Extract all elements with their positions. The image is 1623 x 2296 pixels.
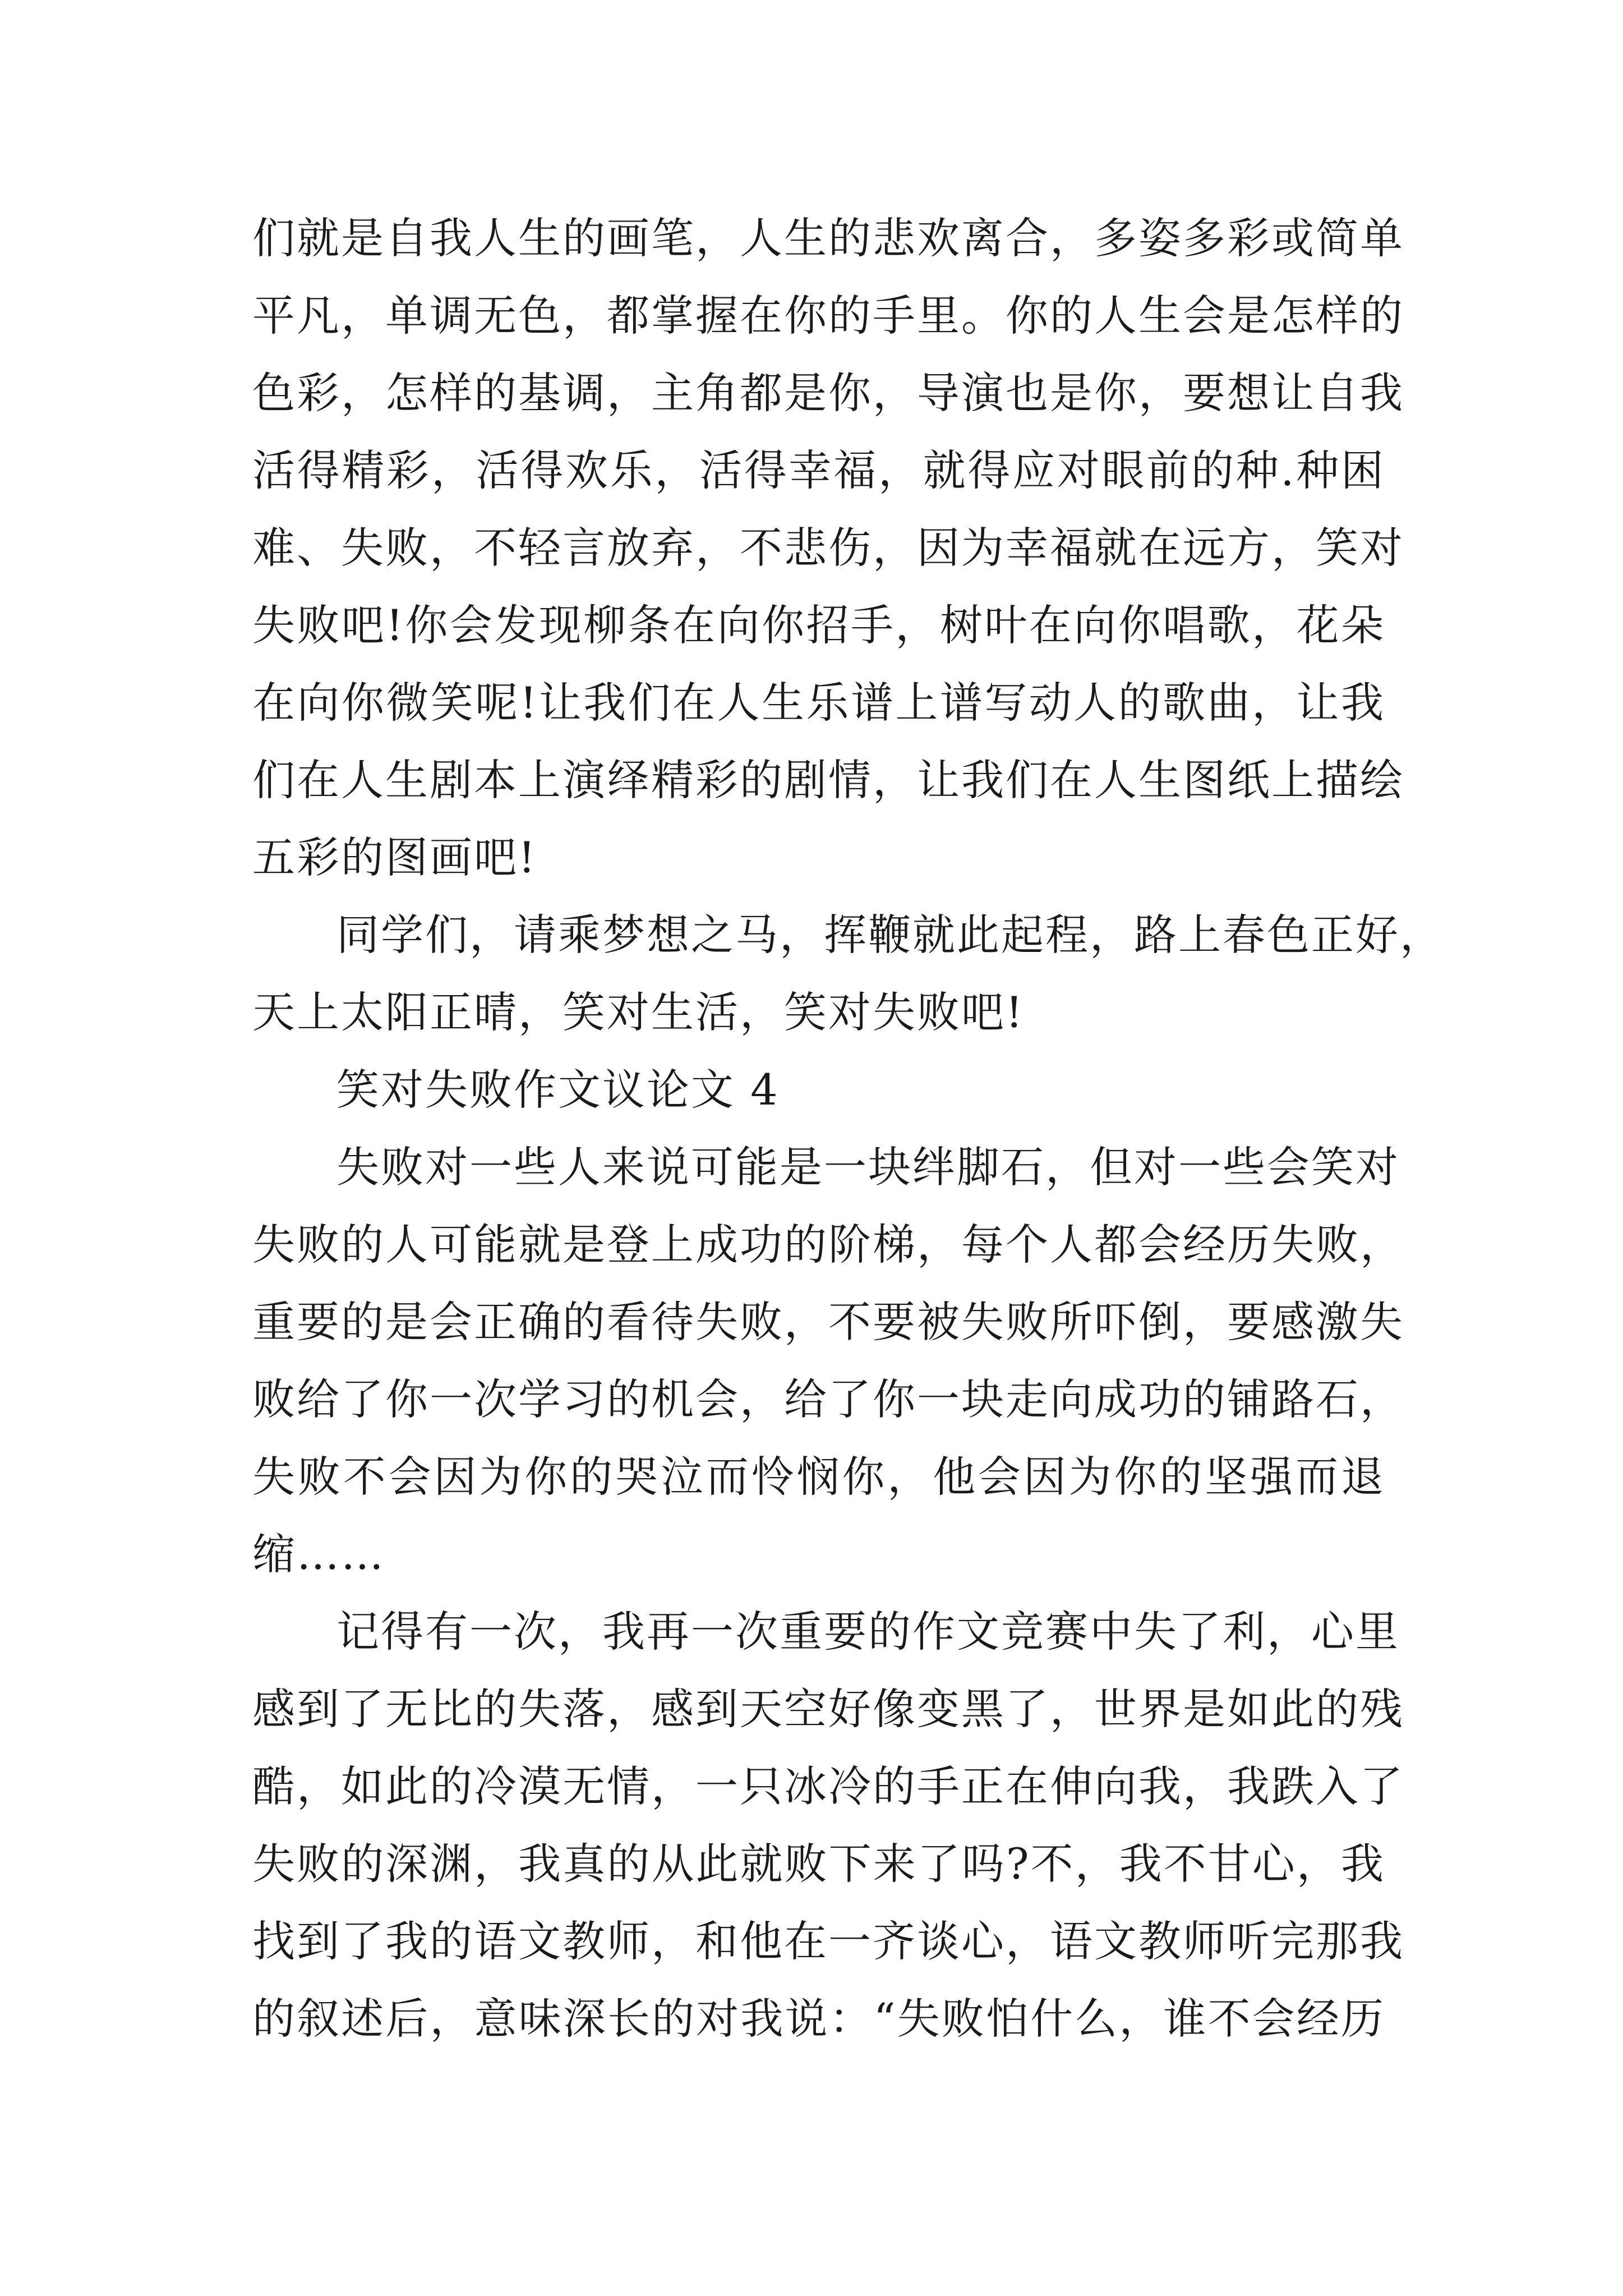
text-line: 感到了无比的失落，感到天空好像变黑了，世界是如此的残 <box>252 1684 1404 1734</box>
text-line: 重要的是会正确的看待失败，不要被失败所吓倒，要感激失 <box>252 1297 1404 1347</box>
text-line: 失败不会因为你的哭泣而怜悯你，他会因为你的坚强而退 <box>252 1452 1385 1502</box>
text-line: 天上太阳正晴，笑对生活，笑对失败吧! <box>252 987 1025 1037</box>
text-line: 酷，如此的冷漠无情，一只冰冷的手正在伸向我，我跌入了 <box>252 1761 1404 1811</box>
text-line: 失败的深渊，我真的从此就败下来了吗?不，我不甘心，我 <box>252 1839 1385 1889</box>
text-line: 失败吧!你会发现柳条在向你招手，树叶在向你唱歌，花朵 <box>252 600 1385 650</box>
text-line: 同学们，请乘梦想之马，挥鞭就此起程，路上春色正好， <box>336 910 1444 960</box>
text-line: 缩…… <box>252 1529 385 1579</box>
text-line: 们就是自我人生的画笔，人生的悲欢离合，多姿多彩或简单 <box>252 213 1404 263</box>
text-line: 找到了我的语文教师，和他在一齐谈心，语文教师听完那我 <box>252 1916 1404 1966</box>
text-line: 们在人生剧本上演绎精彩的剧情，让我们在人生图纸上描绘 <box>252 755 1404 805</box>
text-line: 色彩，怎样的基调，主角都是你，导演也是你，要想让自我 <box>252 368 1404 418</box>
text-line: 平凡，单调无色，都掌握在你的手里。你的人生会是怎样的 <box>252 291 1404 341</box>
text-line: 失败的人可能就是登上成功的阶梯，每个人都会经历失败， <box>252 1220 1404 1269</box>
text-line: 失败对一些人来说可能是一块绊脚石，但对一些会笑对 <box>336 1142 1400 1192</box>
text-line: 活得精彩，活得欢乐，活得幸福，就得应对眼前的种.种困 <box>252 445 1385 495</box>
section-heading: 笑对失败作文议论文 4 <box>336 1065 780 1115</box>
text-line: 难、失败，不轻言放弃，不悲伤，因为幸福就在远方，笑对 <box>252 523 1404 573</box>
text-line: 记得有一次，我再一次重要的作文竞赛中失了利，心里 <box>336 1607 1400 1657</box>
text-line: 在向你微笑呢!让我们在人生乐谱上谱写动人的歌曲，让我 <box>252 678 1385 728</box>
text-line: 的叙述后，意味深长的对我说：“失败怕什么，谁不会经历 <box>252 1994 1385 2044</box>
text-line: 五彩的图画吧! <box>252 832 537 882</box>
text-line: 败给了你一次学习的机会，给了你一块走向成功的铺路石， <box>252 1374 1404 1424</box>
